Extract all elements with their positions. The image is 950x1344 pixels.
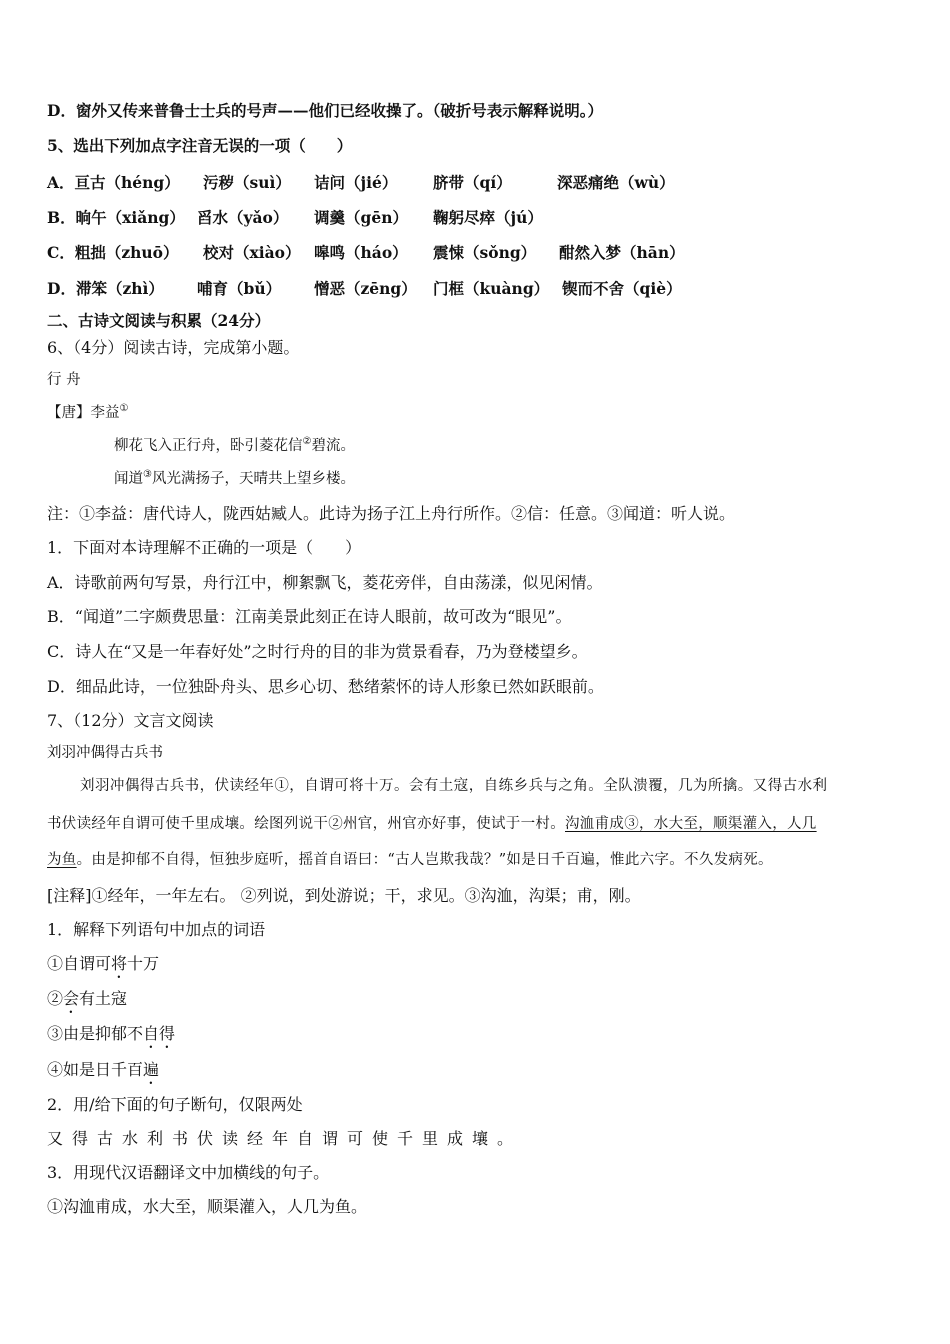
note-mark: ③ [143, 469, 152, 480]
q6-option-d: D．细品此诗，一位独卧舟头、思乡心切、愁绪萦怀的诗人形象已然如跃眼前。 [47, 677, 604, 696]
q7-sub-question-3: 3．用现代汉语翻译文中加横线的句子。 [47, 1163, 330, 1182]
q5-a-item-3: 诘问（jié） [314, 173, 398, 192]
q6-option-b: B．“闻道”二字颇费思量：江南美景此刻正在诗人眼前，故可改为“眼见”。 [47, 607, 572, 626]
q5-d-item-1: D．滞笨（zhì） [47, 279, 164, 298]
q5-c-item-2: 校对（xiào） [203, 243, 301, 262]
q7-item-1-prefix: ①自谓可 [47, 954, 112, 973]
q7-item-1 [47, 954, 159, 982]
poem-line-1-part-b: 碧流。 [311, 438, 355, 454]
q5-d-item-3: 憎恶（zēng） [314, 279, 417, 298]
underlined-sentence-part-2: 为鱼 [47, 852, 77, 868]
q7-item-3 [47, 1024, 175, 1052]
q7-item-2-suffix: 有土寇 [79, 989, 128, 1008]
q5-b-item-3: 调羹（gēn） [314, 208, 408, 227]
q7-item-4-prefix: ④如是日千百 [47, 1060, 144, 1079]
passage-line-1: 刘羽冲偶得古兵书，伏读经年①，自谓可将十万。会有土寇，自练乡兵与之角。全队溃覆，几为所擒。又得古水利 [80, 778, 828, 794]
q7-item-3-prefix: ③由是抑郁不 [47, 1024, 144, 1043]
q5-d-item-5: 锲而不舍（qiè） [562, 279, 682, 298]
q7-item-4 [47, 1060, 159, 1088]
q5-a-item-2: 污秽（suì） [203, 173, 291, 192]
q5-d-item-2: 哺育（bǔ） [197, 279, 282, 298]
q7-sub-question-2: 2．用/给下面的句子断句，仅限两处 [47, 1095, 303, 1114]
poem-author [47, 405, 128, 422]
passage-note: [注释]①经年，一年左右。 ②列说，到处游说；干，求见。③沟洫，沟渠；甫，刚。 [47, 886, 641, 905]
passage-line-2 [47, 816, 817, 833]
q5-b-item-1: B．晌午（xiǎng） [47, 208, 185, 227]
q5-c-item-5: 酣然入梦（hān） [559, 243, 685, 262]
q5-a-item-4: 脐带（qí） [433, 173, 512, 192]
dotted-word: 遍 [143, 1060, 160, 1079]
poem-title: 行 舟 [47, 372, 81, 388]
passage-line-3-text: 。由是抑郁不自得，恒独步庭听，摇首自语曰：“古人岂欺我哉？”如是日千百遍，惟此六字。不久发病死。 [76, 852, 773, 868]
translation-item-1: ①沟洫甫成，水大至，顺渠灌入，人几为鱼。 [47, 1197, 368, 1216]
q5-c-item-3: 嗥鸣（háo） [314, 243, 408, 262]
q5-a-item-1: A．亘古（héng） [47, 173, 180, 192]
passage-line-2-text: 书伏读经年自谓可使千里成壤。绘图列说干②州官，州官亦好事，使试于一村。 [47, 816, 565, 832]
note-mark: ① [119, 403, 129, 414]
q5-c-item-1: C．粗拙（zhuō） [47, 243, 179, 262]
sentence-to-punctuate: 又得古水利书伏读经年自谓可使千里成壤。 [47, 1129, 523, 1148]
underlined-sentence-part-1: 沟洫甫成③，水大至，顺渠灌入，人几 [565, 816, 817, 832]
option-d-line: D．窗外又传来普鲁士士兵的号声——他们已经收操了。（破折号表示解释说明。） [47, 101, 603, 120]
dotted-word: 将 [111, 954, 128, 973]
poem-line-2 [114, 471, 355, 488]
question-7-stem: 7、（12分）文言文阅读 [47, 711, 214, 730]
dotted-word: 自得 [143, 1024, 176, 1043]
question-5-stem: 5、选出下列加点字注音无误的一项（ ） [47, 136, 353, 155]
passage-line-3 [47, 852, 773, 869]
q5-d-item-4: 门框（kuàng） [433, 279, 550, 298]
q7-item-2 [47, 989, 127, 1017]
q6-option-c: C．诗人在“又是一年春好处”之时行舟的目的非为赏景看春，乃为登楼望乡。 [47, 642, 588, 661]
q6-sub-question-1: 1．下面对本诗理解不正确的一项是（ ） [47, 538, 362, 557]
q5-c-item-4: 震悚（sǒng） [433, 243, 537, 262]
q7-item-1-suffix: 十万 [127, 954, 160, 973]
question-6-stem: 6、（4分）阅读古诗，完成第小题。 [47, 338, 300, 357]
q7-item-2-prefix: ② [47, 989, 64, 1008]
q6-option-a: A．诗歌前两句写景，舟行江中，柳絮飘飞，菱花旁伴，自由荡漾，似见闲情。 [47, 573, 603, 592]
poem-line-2-part-a: 闻道 [114, 471, 143, 487]
poem-line-2-part-b: 风光满扬子，天晴共上望乡楼。 [151, 471, 355, 487]
poem-line-1-part-a: 柳花飞入正行舟，卧引菱花信 [114, 438, 303, 454]
q5-a-item-5: 深恶痛绝（wù） [557, 173, 675, 192]
q7-sub-question-1: 1．解释下列语句中加点的词语 [47, 920, 266, 939]
q5-b-item-4: 鞠躬尽瘁（jú） [433, 208, 543, 227]
passage-title: 刘羽冲偶得古兵书 [47, 745, 163, 761]
section-2-heading: 二、古诗文阅读与积累（24分） [47, 311, 271, 330]
poem-author-text: 【唐】李益 [47, 405, 120, 421]
poem-note: 注：①李益：唐代诗人，陇西姑臧人。此诗为扬子江上舟行所作。②信：任意。③闻道：听人说。 [47, 504, 736, 523]
note-mark: ② [302, 436, 312, 447]
q5-b-item-2: 舀水（yǎo） [197, 208, 289, 227]
dotted-word: 会 [63, 989, 80, 1008]
poem-line-1 [114, 438, 355, 455]
